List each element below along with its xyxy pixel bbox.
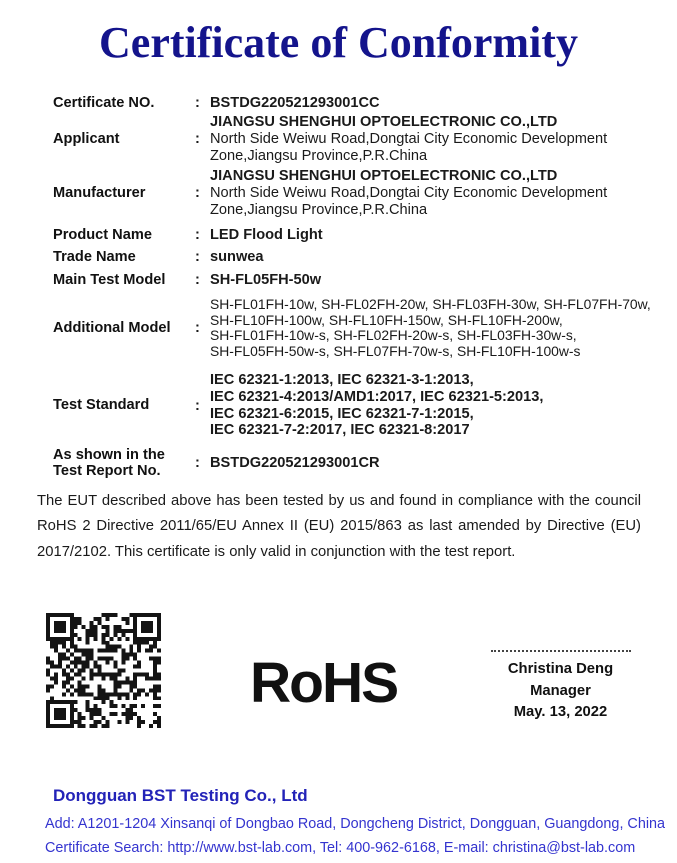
compliance-statement: The EUT described above has been tested by us and found in compliance with the council RoHS 2 Directive 2011/65/EU Annex II (EU) 2015/863 as last amended by Directive (EU) 2017/2102. This certificate is only valid in conjunction with the test report. bbox=[37, 492, 641, 560]
field-test-report-no bbox=[53, 447, 652, 480]
additional-model-line3: SH-FL01FH-10w-s, SH-FL02FH-20w-s, SH-FL03FH-30w-s, bbox=[210, 327, 577, 344]
manufacturer-company: JIANGSU SHENGHUI OPTOELECTRONIC CO.,LTD bbox=[210, 167, 558, 184]
lab-contact: Certificate Search: http://www.bst-lab.com, Tel: 400-962-6168, E-mail: christina@bst-lab.com bbox=[45, 840, 636, 856]
lab-company-name: Dongguan BST Testing Co., Ltd bbox=[53, 786, 308, 805]
field-trade-name bbox=[53, 249, 652, 266]
qr-code bbox=[46, 613, 161, 728]
field-manufacturer bbox=[53, 168, 652, 219]
field-colon: : bbox=[195, 185, 200, 201]
applicant-address-line1: North Side Weiwu Road,Dongtai City Economic Development bbox=[210, 130, 608, 147]
field-colon: : bbox=[195, 95, 200, 112]
manufacturer-address-line2: Zone,Jiangsu Province,P.R.China bbox=[210, 201, 428, 218]
test-standard-line3: IEC 62321-6:2015, IEC 62321-7-1:2015, bbox=[210, 405, 474, 422]
field-product-name bbox=[53, 227, 652, 244]
field-value: sunwea bbox=[210, 249, 264, 265]
signature-block bbox=[483, 650, 638, 724]
field-colon: : bbox=[195, 455, 200, 472]
field-value bbox=[210, 372, 652, 438]
signature-dotted-line bbox=[491, 650, 631, 652]
field-label: Additional Model bbox=[53, 319, 171, 336]
field-applicant bbox=[53, 114, 652, 165]
field-colon: : bbox=[195, 226, 200, 243]
additional-model-line2: SH-FL10FH-100w, SH-FL10FH-150w, SH-FL10FH-200w, bbox=[210, 311, 563, 328]
additional-model-line4: SH-FL05FH-50w-s, SH-FL07FH-70w-s, SH-FL10FH-100w-s bbox=[210, 342, 581, 359]
test-standard-line4: IEC 62321-7-2:2017, IEC 62321-8:2017 bbox=[210, 422, 470, 439]
page-title: Certificate of Conformity bbox=[99, 18, 578, 67]
field-label: Test Standard bbox=[53, 397, 150, 414]
field-label: Trade Name bbox=[53, 249, 136, 265]
field-label bbox=[53, 447, 195, 480]
field-main-test-model bbox=[53, 272, 652, 289]
field-value bbox=[210, 297, 652, 359]
field-value: LED Flood Light bbox=[210, 226, 323, 243]
signatory-role: Manager bbox=[530, 682, 591, 699]
field-colon: : bbox=[195, 249, 200, 266]
field-additional-model bbox=[53, 297, 652, 359]
footer bbox=[0, 786, 677, 856]
test-report-label-line1: As shown in the bbox=[53, 446, 165, 463]
additional-model-line1: SH-FL01FH-10w, SH-FL02FH-20w, SH-FL03FH-30w, SH-FL07FH-70w, bbox=[210, 296, 651, 312]
test-report-label-line2: Test Report No. bbox=[53, 463, 161, 480]
field-label: Applicant bbox=[53, 130, 120, 147]
test-standard-line2: IEC 62321-4:2013/AMD1:2017, IEC 62321-5:2013, bbox=[210, 388, 544, 405]
field-label: Certificate NO. bbox=[53, 95, 155, 111]
field-value bbox=[210, 168, 652, 219]
signatory-name: Christina Deng bbox=[507, 661, 614, 677]
applicant-company: JIANGSU SHENGHUI OPTOELECTRONIC CO.,LTD bbox=[210, 113, 558, 130]
applicant-address-line2: Zone,Jiangsu Province,P.R.China bbox=[210, 147, 428, 164]
field-certificate-no bbox=[53, 95, 652, 112]
test-standard-line1: IEC 62321-1:2013, IEC 62321-3-1:2013, bbox=[210, 372, 474, 389]
field-test-standard bbox=[53, 372, 652, 438]
certificate-fields bbox=[53, 95, 652, 480]
signature-date: May. 13, 2022 bbox=[513, 704, 608, 720]
field-label: Main Test Model bbox=[53, 271, 166, 288]
field-value bbox=[210, 114, 652, 165]
field-colon: : bbox=[195, 397, 200, 414]
lab-address: Add: A1201-1204 Xinsanqi of Dongbao Road, Dongcheng District, Dongguan, Guangdong, China bbox=[45, 816, 666, 832]
field-colon: : bbox=[195, 320, 200, 337]
field-colon: : bbox=[195, 131, 200, 147]
manufacturer-address-line1: North Side Weiwu Road,Dongtai City Economic Development bbox=[210, 184, 608, 201]
field-colon: : bbox=[195, 271, 200, 288]
rohs-mark: RoHS bbox=[250, 651, 398, 715]
field-label: Manufacturer bbox=[53, 184, 146, 201]
field-value: SH-FL05FH-50w bbox=[210, 271, 322, 288]
field-value: BSTDG220521293001CR bbox=[210, 455, 380, 471]
field-value: BSTDG220521293001CC bbox=[210, 95, 380, 111]
field-label: Product Name bbox=[53, 226, 152, 243]
